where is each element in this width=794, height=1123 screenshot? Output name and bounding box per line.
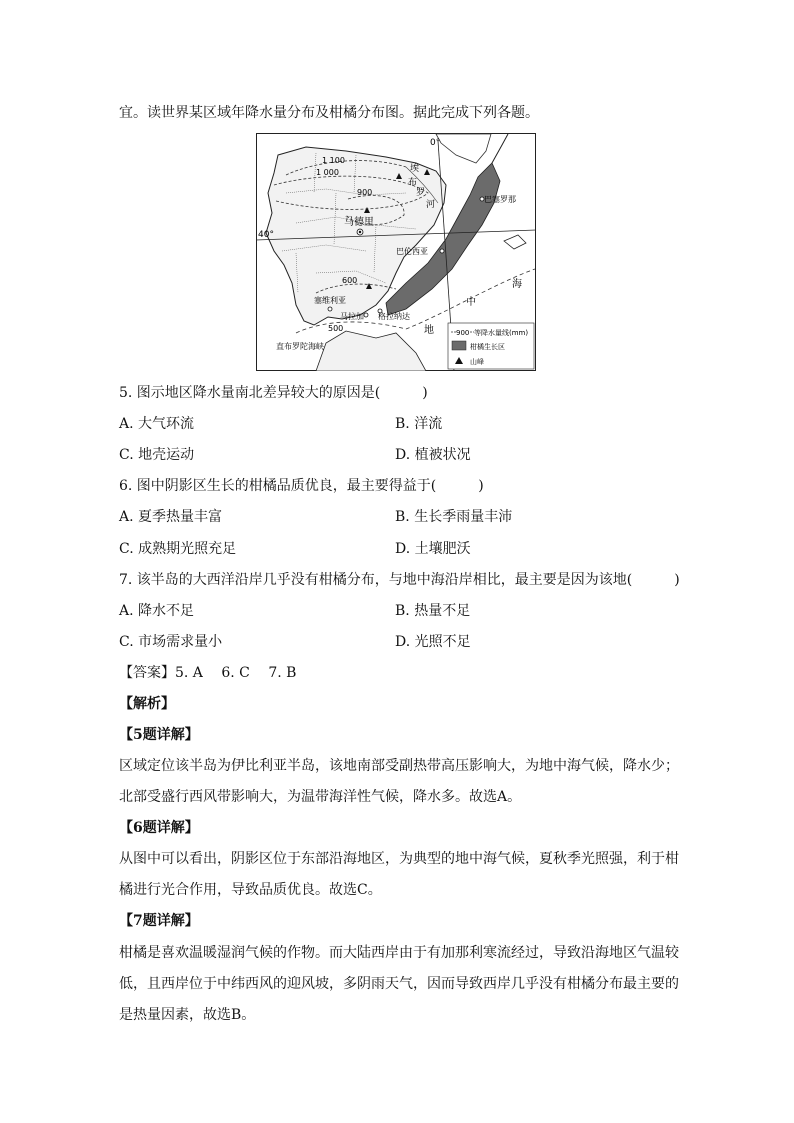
q5-stem: 5. 图示地区降水量南北差异较大的原因是( ) — [119, 385, 428, 401]
label-seville: 塞维利亚 — [314, 296, 346, 305]
label-sea-3: 地 — [424, 325, 434, 336]
madrid-dot — [359, 231, 361, 233]
label-meridian: 0° — [430, 138, 441, 148]
detail-7-title: 【7题详解】 — [119, 913, 199, 929]
legend-peak-label: 山峰 — [470, 358, 484, 366]
label-malaga: 马拉加 — [340, 312, 364, 321]
q6-option-c: C. 成熟期光照充足 — [119, 541, 237, 557]
label-iso900: 900 — [357, 188, 373, 197]
q7-option-c: C. 市场需求量小 — [119, 634, 223, 650]
label-gibraltar: 直布罗陀海峡 — [276, 342, 324, 351]
seville-dot — [328, 307, 332, 311]
label-barcelona: 巴塞罗那 — [484, 195, 516, 204]
q6-option-d: D. 土壤肥沃 — [395, 541, 471, 557]
legend-isohyet-label: 等降水量线(mm) — [474, 329, 529, 337]
legend-citrus-swatch — [452, 341, 466, 350]
map-figure — [256, 133, 536, 371]
map-legend — [448, 323, 534, 369]
legend-isohyet-value: 900 — [456, 329, 470, 337]
q7-stem: 7. 该半岛的大西洋沿岸几乎没有柑橘分布，与地中海沿岸相比，最主要是因为该地( ) — [119, 572, 680, 588]
detail-5-line-1: 区域定位该半岛为伊比利亚半岛，该地南部受副热带高压影响大，为地中海气候，降水少； — [119, 758, 679, 774]
label-madrid: 马德里 — [344, 217, 374, 228]
detail-6-line-1: 从图中可以看出，阴影区位于东部沿海地区，为典型的地中海气候，夏秋季光照强，利于柑 — [119, 851, 679, 867]
label-ebro-2: 布 — [408, 178, 418, 188]
label-valencia: 巴伦西亚 — [396, 247, 428, 256]
malaga-dot — [364, 313, 368, 317]
label-iso1000: 1 000 — [316, 168, 339, 177]
label-iso1100: 1 100 — [322, 156, 345, 165]
q7-option-a: A. 降水不足 — [119, 603, 195, 619]
q5-option-d: D. 植被状况 — [395, 447, 471, 463]
label-iso600: 600 — [342, 276, 358, 285]
precipitation-citrus-map — [256, 133, 536, 371]
label-ebro-4: 河 — [426, 200, 436, 210]
detail-5-line-2: 北部受盛行西风带影响大，为温带海洋性气候，降水多。故选A。 — [119, 789, 522, 805]
detail-7-line-2: 低，且西岸位于中纬西风的迎风坡，多阴雨天气，因而导致西岸几乎没有柑橘分布最主要的 — [119, 976, 679, 992]
answer-line: 【答案】5. A 6. C 7. B — [119, 665, 297, 681]
valencia-dot — [440, 249, 444, 253]
label-sea-1: 海 — [512, 279, 522, 290]
q5-option-b: B. 洋流 — [395, 416, 443, 432]
intro-text: 宜。读世界某区域年降水量分布及柑橘分布图。据此完成下列各题。 — [119, 105, 539, 121]
label-ebro-1: 埃 — [410, 164, 420, 174]
detail-7-line-3: 是热量因素，故选B。 — [119, 1007, 256, 1023]
q7-option-d: D. 光照不足 — [395, 634, 471, 650]
q6-option-a: A. 夏季热量丰富 — [119, 509, 223, 525]
detail-7-line-1: 柑橘是喜欢温暖湿润气候的作物。而大陆西岸由于有加那利寒流经过，导致沿海地区气温较 — [119, 945, 679, 961]
analysis-heading: 【解析】 — [119, 696, 175, 712]
q5-option-a: A. 大气环流 — [119, 416, 195, 432]
detail-6-title: 【6题详解】 — [119, 820, 199, 836]
detail-6-line-2: 橘进行光合作用，导致品质优良。故选C。 — [119, 882, 382, 898]
detail-5-title: 【5题详解】 — [119, 727, 199, 743]
q5-option-c: C. 地壳运动 — [119, 447, 195, 463]
q6-option-b: B. 生长季雨量丰沛 — [395, 509, 513, 525]
label-sea-2: 中 — [466, 297, 476, 308]
legend-citrus-label: 柑橘生长区 — [470, 343, 505, 351]
q6-stem: 6. 图中阴影区生长的柑橘品质优良，最主要得益于( ) — [119, 478, 484, 494]
label-parallel: 40° — [258, 230, 274, 240]
label-ebro-3: 罗 — [416, 188, 426, 198]
label-iso500: 500 — [328, 324, 344, 333]
label-granada: 格拉纳达 — [378, 312, 410, 321]
q7-option-b: B. 热量不足 — [395, 603, 471, 619]
